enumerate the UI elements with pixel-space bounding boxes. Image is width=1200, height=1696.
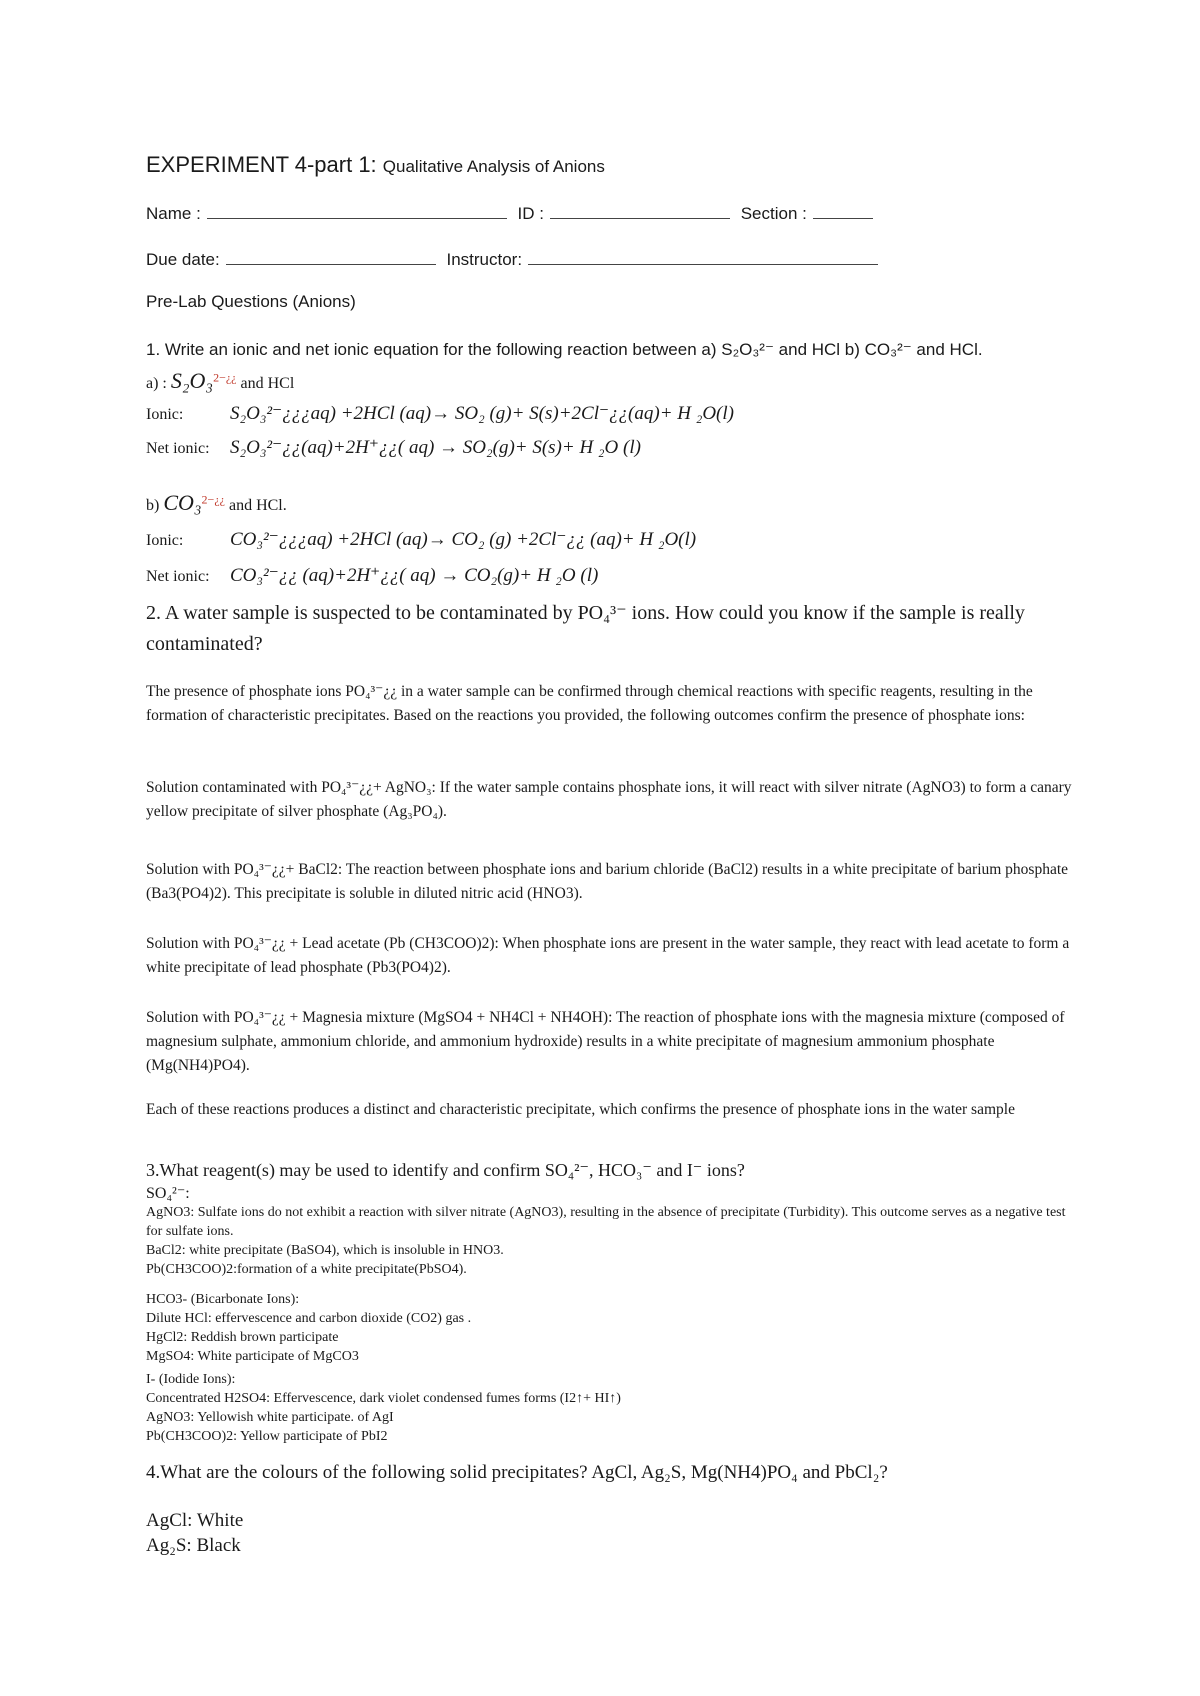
instructor-field[interactable] [528, 263, 878, 265]
q1a-net-row [146, 436, 1076, 459]
due-info-row [146, 250, 1076, 270]
q3-bicarbonate-line: MgSO4: White participate of MgCO3 [146, 1349, 359, 1364]
q3-sulfate-line: Pb(CH3COO)2:formation of a white precipitate(PbSO4). [146, 1262, 467, 1277]
q3-sulfate-head: SO₄²⁻: [146, 1185, 190, 1202]
name-field[interactable] [207, 217, 507, 219]
due-label: Due date: [146, 250, 220, 269]
q1-text: Write an ionic and net ionic equation for the following reaction between a) S₂O₃²⁻ and HCl b) CO₃²⁻ and HCl. [164, 340, 983, 359]
q3-iodide-head: I- (Iodide Ions): [146, 1372, 236, 1387]
q2-answer-lead-acetate: Solution with PO₄³⁻¿¿ + Lead acetate (Pb (CH3COO)2): When phosphate ions are present in the water sample, they react with lead acetate to form a white precipitate of lead phosphate (Pb3(PO4)2). [146, 935, 1070, 976]
instructor-label: Instructor: [446, 250, 523, 269]
q2-answer-magnesia: Solution with PO₄³⁻¿¿ + Magnesia mixture (MgSO4 + NH4Cl + NH4OH): The reaction of phosphate ions with the magnesia mixture (composed of magnesium sulphate, ammonium chloride, and ammonium hydroxide) results in a white precipitate of magnesium ammonium phosphate (Mg(NH4)PO4). [146, 1009, 1065, 1074]
id-field[interactable] [550, 217, 730, 219]
q4-answer-ag2s: Ag₂S: Black [146, 1535, 241, 1556]
q1a-net-eq: S₂O₃²⁻¿¿(aq)+2H⁺¿¿( aq) → SO₂(g)+ S(s)+ H ₂O (l) [230, 437, 641, 458]
question-3: 3.What reagent(s) may be used to identify and confirm SO₄²⁻, HCO₃⁻ and I⁻ ions? [146, 1160, 745, 1180]
q1a-net-label: Net ionic: [146, 440, 210, 457]
q1b-net-eq: CO₃²⁻¿¿ (aq)+2H⁺¿¿( aq) → CO₂(g)+ H ₂O (l) [230, 565, 599, 586]
q2-answer-bacl2: Solution with PO₄³⁻¿¿+ BaCl2: The reaction between phosphate ions and barium chloride (BaCl2) results in a white precipitate of barium phosphate (Ba3(PO4)2). This precipitate is soluble in diluted nitric acid (HNO3). [146, 861, 1069, 902]
q1b-ionic-label: Ionic: [146, 532, 184, 549]
title-main: EXPERIMENT 4-part 1: [146, 152, 377, 177]
q1-number: 1. [146, 340, 161, 359]
q1b-ionic-eq: CO₃²⁻¿¿¿aq) +2HCl (aq)→ CO₂ (g) +2Cl⁻¿¿ (aq)+ H ₂O(l) [230, 529, 697, 550]
q3-iodide-line: Concentrated H2SO4: Effervescence, dark violet condensed fumes forms (I2↑+ HI↑) [146, 1391, 621, 1406]
q1b-and: and HCl. [228, 497, 287, 514]
q1b-charge: 2−¿¿ [201, 492, 225, 507]
q3-sulfate-line: BaCl2: white precipitate (BaSO4), which is insoluble in HNO3. [146, 1243, 504, 1258]
name-label: Name : [146, 204, 201, 223]
section-field[interactable] [813, 217, 873, 219]
q1b-ionic-row [146, 528, 1076, 551]
question-1 [146, 340, 1146, 360]
q3-bicarbonate-line: HgCl2: Reddish brown participate [146, 1330, 339, 1345]
q1a-label: a) : [146, 375, 167, 392]
q3-bicarbonate-head: HCO3- (Bicarbonate Ions): [146, 1292, 300, 1307]
section-label: Section : [740, 204, 807, 223]
q1a-ionic-row [146, 402, 1076, 425]
q3-iodide-line: Pb(CH3COO)2: Yellow participate of PbI2 [146, 1429, 388, 1444]
q1b-net-label: Net ionic: [146, 568, 210, 585]
id-label: ID : [517, 204, 544, 223]
q2-conclusion: Each of these reactions produces a distinct and characteristic precipitate, which confirms the presence of phosphate ions in the water sample [146, 1101, 1015, 1118]
question-4: 4.What are the colours of the following solid precipitates? AgCl, Ag₂S, Mg(NH4)PO₄ and PbCl₂? [146, 1462, 888, 1483]
q3-bicarbonate-section [146, 1290, 1066, 1366]
q4-answers [146, 1508, 1076, 1558]
q1b-net-row [146, 564, 1076, 587]
q1a-ionic-label: Ionic: [146, 406, 184, 423]
q3-iodide-line: AgNO3: Yellowish white participate. of AgI [146, 1410, 394, 1425]
student-info-row [146, 204, 1076, 224]
q1a-charge: 2−¿¿ [213, 370, 237, 385]
prelab-heading: Pre-Lab Questions (Anions) [146, 292, 356, 311]
title-sub: Qualitative Analysis of Anions [382, 157, 605, 176]
q1a-species: S₂O₃ [170, 368, 214, 393]
q1b-heading [146, 490, 1076, 516]
q2-intro: The presence of phosphate ions PO₄³⁻¿¿ in a water sample can be confirmed through chemical reactions with specific reagents, resulting in the formation of characteristic precipitates. Based on the reactions you provided, the following outcomes confirm the presence of phosphate ions: [146, 683, 1033, 724]
q4-answer-agcl: AgCl: White [146, 1510, 244, 1531]
q2-answer-agno3: Solution contaminated with PO₄³⁻¿¿+ AgNO₃: If the water sample contains phosphate ions, it will react with silver nitrate (AgNO3) to form a canary yellow precipitate of silver phosphate (Ag₃PO₄). [146, 779, 1072, 820]
q1a-heading [146, 368, 1076, 394]
document-title [146, 152, 1076, 178]
q3-iodide-section [146, 1370, 1066, 1446]
due-field[interactable] [226, 263, 436, 265]
q3-sulfate-section [146, 1184, 1066, 1279]
q1a-ionic-eq: S₂O₃²⁻¿¿¿aq) +2HCl (aq)→ SO₂ (g)+ S(s)+2Cl⁻¿¿(aq)+ H ₂O(l) [230, 403, 734, 424]
question-2: 2. A water sample is suspected to be contaminated by PO₄³⁻ ions. How could you know if the sample is really contaminated? [146, 602, 1025, 655]
q1a-and: and HCl [240, 375, 295, 392]
q3-sulfate-line: AgNO3: Sulfate ions do not exhibit a reaction with silver nitrate (AgNO3), resulting in the absence of precipitate (Turbidity). This outcome serves as a negative test for sulfate ions. [146, 1205, 1066, 1239]
q3-bicarbonate-line: Dilute HCl: effervescence and carbon dioxide (CO2) gas . [146, 1311, 472, 1326]
q1b-label: b) [146, 497, 160, 514]
q1b-species: CO₃ [163, 490, 202, 515]
